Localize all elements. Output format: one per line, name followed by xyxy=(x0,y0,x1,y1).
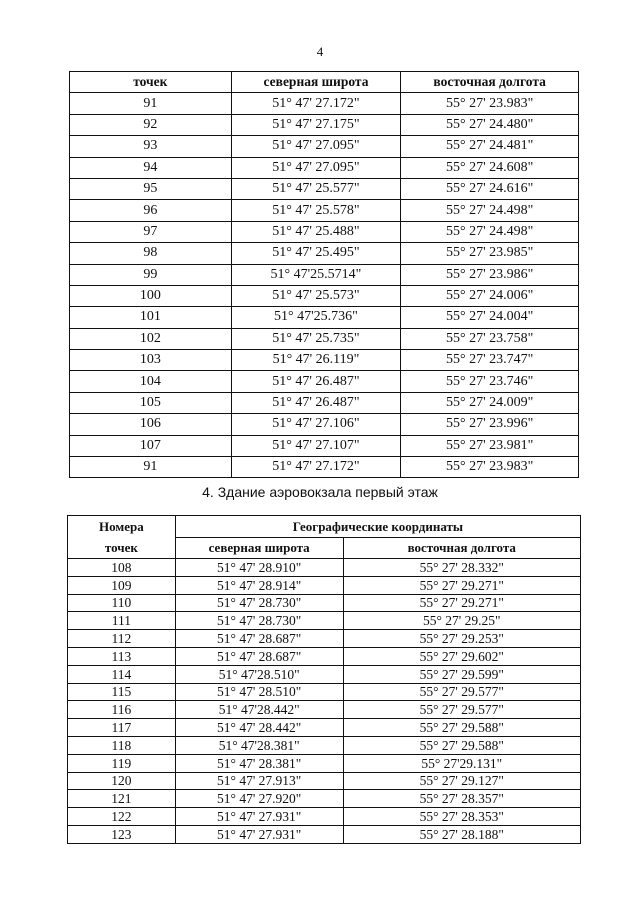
latitude-cell: 51° 47'28.510" xyxy=(175,665,343,683)
latitude-cell: 51° 47' 27.172" xyxy=(231,457,401,478)
table-row xyxy=(70,435,579,456)
longitude-cell: 55° 27' 24.608" xyxy=(401,157,579,178)
header-latitude: северная широта xyxy=(231,72,401,93)
table-row xyxy=(68,825,581,843)
point-number-cell: 113 xyxy=(68,647,176,665)
point-number-cell: 103 xyxy=(70,350,232,371)
latitude-cell: 51° 47' 27.931" xyxy=(175,808,343,826)
point-number-cell: 91 xyxy=(70,93,232,114)
latitude-cell: 51° 47' 25.577" xyxy=(231,178,401,199)
longitude-cell: 55° 27' 29.25" xyxy=(343,612,581,630)
table-row xyxy=(68,701,581,719)
table-row xyxy=(70,328,579,349)
latitude-cell: 51° 47' 28.442" xyxy=(175,719,343,737)
point-number-cell: 95 xyxy=(70,178,232,199)
table-row xyxy=(68,647,581,665)
header-points: точек xyxy=(70,72,232,93)
latitude-cell: 51° 47' 27.095" xyxy=(231,157,401,178)
table-row xyxy=(68,790,581,808)
header-longitude: восточная долгота xyxy=(401,72,579,93)
point-number-cell: 94 xyxy=(70,157,232,178)
point-number-cell: 96 xyxy=(70,200,232,221)
longitude-cell: 55° 27' 29.577" xyxy=(343,701,581,719)
latitude-cell: 51° 47' 27.107" xyxy=(231,435,401,456)
latitude-cell: 51° 47' 25.495" xyxy=(231,243,401,264)
latitude-cell: 51° 47' 28.730" xyxy=(175,594,343,612)
longitude-cell: 55° 27' 29.271" xyxy=(343,594,581,612)
longitude-cell: 55° 27' 23.983" xyxy=(401,93,579,114)
table-row xyxy=(70,157,579,178)
longitude-cell: 55° 27' 29.577" xyxy=(343,683,581,701)
longitude-cell: 55° 27' 24.480" xyxy=(401,114,579,135)
table-row xyxy=(70,93,579,114)
longitude-cell: 55° 27' 24.616" xyxy=(401,178,579,199)
point-number-cell: 116 xyxy=(68,701,176,719)
latitude-cell: 51° 47' 25.488" xyxy=(231,221,401,242)
longitude-cell: 55° 27' 23.758" xyxy=(401,328,579,349)
latitude-cell: 51° 47' 27.106" xyxy=(231,414,401,435)
longitude-cell: 55° 27' 24.009" xyxy=(401,392,579,413)
longitude-cell: 55° 27' 29.127" xyxy=(343,772,581,790)
longitude-cell: 55° 27' 29.599" xyxy=(343,665,581,683)
latitude-cell: 51° 47' 27.920" xyxy=(175,790,343,808)
latitude-cell: 51° 47' 26.119" xyxy=(231,350,401,371)
table-row xyxy=(68,630,581,648)
point-number-cell: 115 xyxy=(68,683,176,701)
header-point-numbers: Номера точек xyxy=(68,516,176,559)
point-number-cell: 114 xyxy=(68,665,176,683)
point-number-cell: 117 xyxy=(68,719,176,737)
longitude-cell: 55° 27' 23.996" xyxy=(401,414,579,435)
point-number-cell: 100 xyxy=(70,285,232,306)
point-number-cell: 105 xyxy=(70,392,232,413)
table-row xyxy=(70,264,579,285)
point-number-cell: 111 xyxy=(68,612,176,630)
table-row xyxy=(70,200,579,221)
point-number-cell: 108 xyxy=(68,559,176,577)
table-row xyxy=(68,754,581,772)
longitude-cell: 55° 27' 28.353" xyxy=(343,808,581,826)
latitude-cell: 51° 47' 26.487" xyxy=(231,371,401,392)
table-row xyxy=(70,243,579,264)
table-row xyxy=(70,392,579,413)
longitude-cell: 55° 27'29.131" xyxy=(343,754,581,772)
table-row xyxy=(70,136,579,157)
table-row xyxy=(68,683,581,701)
longitude-cell: 55° 27' 29.253" xyxy=(343,630,581,648)
latitude-cell: 51° 47' 28.910" xyxy=(175,559,343,577)
point-number-cell: 119 xyxy=(68,754,176,772)
latitude-cell: 51° 47'25.5714" xyxy=(231,264,401,285)
longitude-cell: 55° 27' 23.747" xyxy=(401,350,579,371)
latitude-cell: 51° 47' 28.730" xyxy=(175,612,343,630)
point-number-cell: 101 xyxy=(70,307,232,328)
point-number-cell: 121 xyxy=(68,790,176,808)
point-number-cell: 123 xyxy=(68,825,176,843)
point-number-cell: 98 xyxy=(70,243,232,264)
latitude-cell: 51° 47' 26.487" xyxy=(231,392,401,413)
longitude-cell: 55° 27' 23.983" xyxy=(401,457,579,478)
point-number-cell: 118 xyxy=(68,736,176,754)
longitude-cell: 55° 27' 29.271" xyxy=(343,576,581,594)
table-row xyxy=(68,772,581,790)
latitude-cell: 51° 47' 25.578" xyxy=(231,200,401,221)
table-row xyxy=(68,808,581,826)
longitude-cell: 55° 27' 29.588" xyxy=(343,736,581,754)
point-number-cell: 112 xyxy=(68,630,176,648)
point-number-cell: 99 xyxy=(70,264,232,285)
latitude-cell: 51° 47' 27.175" xyxy=(231,114,401,135)
terminal-first-floor-table xyxy=(67,515,581,844)
longitude-cell: 55° 27' 23.746" xyxy=(401,371,579,392)
table-row xyxy=(68,559,581,577)
section-heading: 4. Здание аэровокзала первый этаж xyxy=(202,484,438,500)
table-row xyxy=(70,350,579,371)
longitude-cell: 55° 27' 24.004" xyxy=(401,307,579,328)
longitude-cell: 55° 27' 28.357" xyxy=(343,790,581,808)
latitude-cell: 51° 47' 28.381" xyxy=(175,754,343,772)
longitude-cell: 55° 27' 29.602" xyxy=(343,647,581,665)
table-row xyxy=(68,594,581,612)
longitude-cell: 55° 27' 24.498" xyxy=(401,200,579,221)
latitude-cell: 51° 47' 25.735" xyxy=(231,328,401,349)
latitude-cell: 51° 47' 28.914" xyxy=(175,576,343,594)
latitude-cell: 51° 47'28.381" xyxy=(175,736,343,754)
latitude-cell: 51° 47'25.736" xyxy=(231,307,401,328)
table-header-row xyxy=(70,72,579,93)
latitude-cell: 51° 47'28.442" xyxy=(175,701,343,719)
header-longitude: восточная долгота xyxy=(343,538,581,559)
table-row xyxy=(70,285,579,306)
point-number-cell: 92 xyxy=(70,114,232,135)
page-number: 4 xyxy=(316,44,324,59)
table-row xyxy=(70,114,579,135)
longitude-cell: 55° 27' 23.985" xyxy=(401,243,579,264)
table-row xyxy=(68,736,581,754)
longitude-cell: 55° 27' 24.481" xyxy=(401,136,579,157)
point-number-cell: 93 xyxy=(70,136,232,157)
latitude-cell: 51° 47' 28.687" xyxy=(175,647,343,665)
latitude-cell: 51° 47' 27.913" xyxy=(175,772,343,790)
table-row xyxy=(68,665,581,683)
point-number-cell: 106 xyxy=(70,414,232,435)
latitude-cell: 51° 47' 27.931" xyxy=(175,825,343,843)
table-row xyxy=(70,414,579,435)
latitude-cell: 51° 47' 28.687" xyxy=(175,630,343,648)
table-row xyxy=(68,719,581,737)
table-row xyxy=(68,612,581,630)
point-number-cell: 109 xyxy=(68,576,176,594)
table-row xyxy=(70,457,579,478)
point-number-cell: 122 xyxy=(68,808,176,826)
point-number-cell: 107 xyxy=(70,435,232,456)
latitude-cell: 51° 47' 25.573" xyxy=(231,285,401,306)
point-number-cell: 97 xyxy=(70,221,232,242)
table-row xyxy=(70,371,579,392)
point-number-cell: 91 xyxy=(70,457,232,478)
table-row xyxy=(70,307,579,328)
longitude-cell: 55° 27' 28.332" xyxy=(343,559,581,577)
longitude-cell: 55° 27' 24.006" xyxy=(401,285,579,306)
point-number-cell: 110 xyxy=(68,594,176,612)
point-number-cell: 120 xyxy=(68,772,176,790)
longitude-cell: 55° 27' 23.981" xyxy=(401,435,579,456)
header-geo-coordinates: Географические координаты xyxy=(175,516,580,538)
longitude-cell: 55° 27' 29.588" xyxy=(343,719,581,737)
table-row xyxy=(70,221,579,242)
point-number-cell: 102 xyxy=(70,328,232,349)
latitude-cell: 51° 47' 27.172" xyxy=(231,93,401,114)
header-latitude: северная широта xyxy=(175,538,343,559)
latitude-cell: 51° 47' 27.095" xyxy=(231,136,401,157)
table-header-row xyxy=(68,516,581,538)
coordinates-table-continued xyxy=(69,71,579,478)
longitude-cell: 55° 27' 28.188" xyxy=(343,825,581,843)
longitude-cell: 55° 27' 23.986" xyxy=(401,264,579,285)
table-row xyxy=(70,178,579,199)
table-row xyxy=(68,576,581,594)
latitude-cell: 51° 47' 28.510" xyxy=(175,683,343,701)
longitude-cell: 55° 27' 24.498" xyxy=(401,221,579,242)
point-number-cell: 104 xyxy=(70,371,232,392)
